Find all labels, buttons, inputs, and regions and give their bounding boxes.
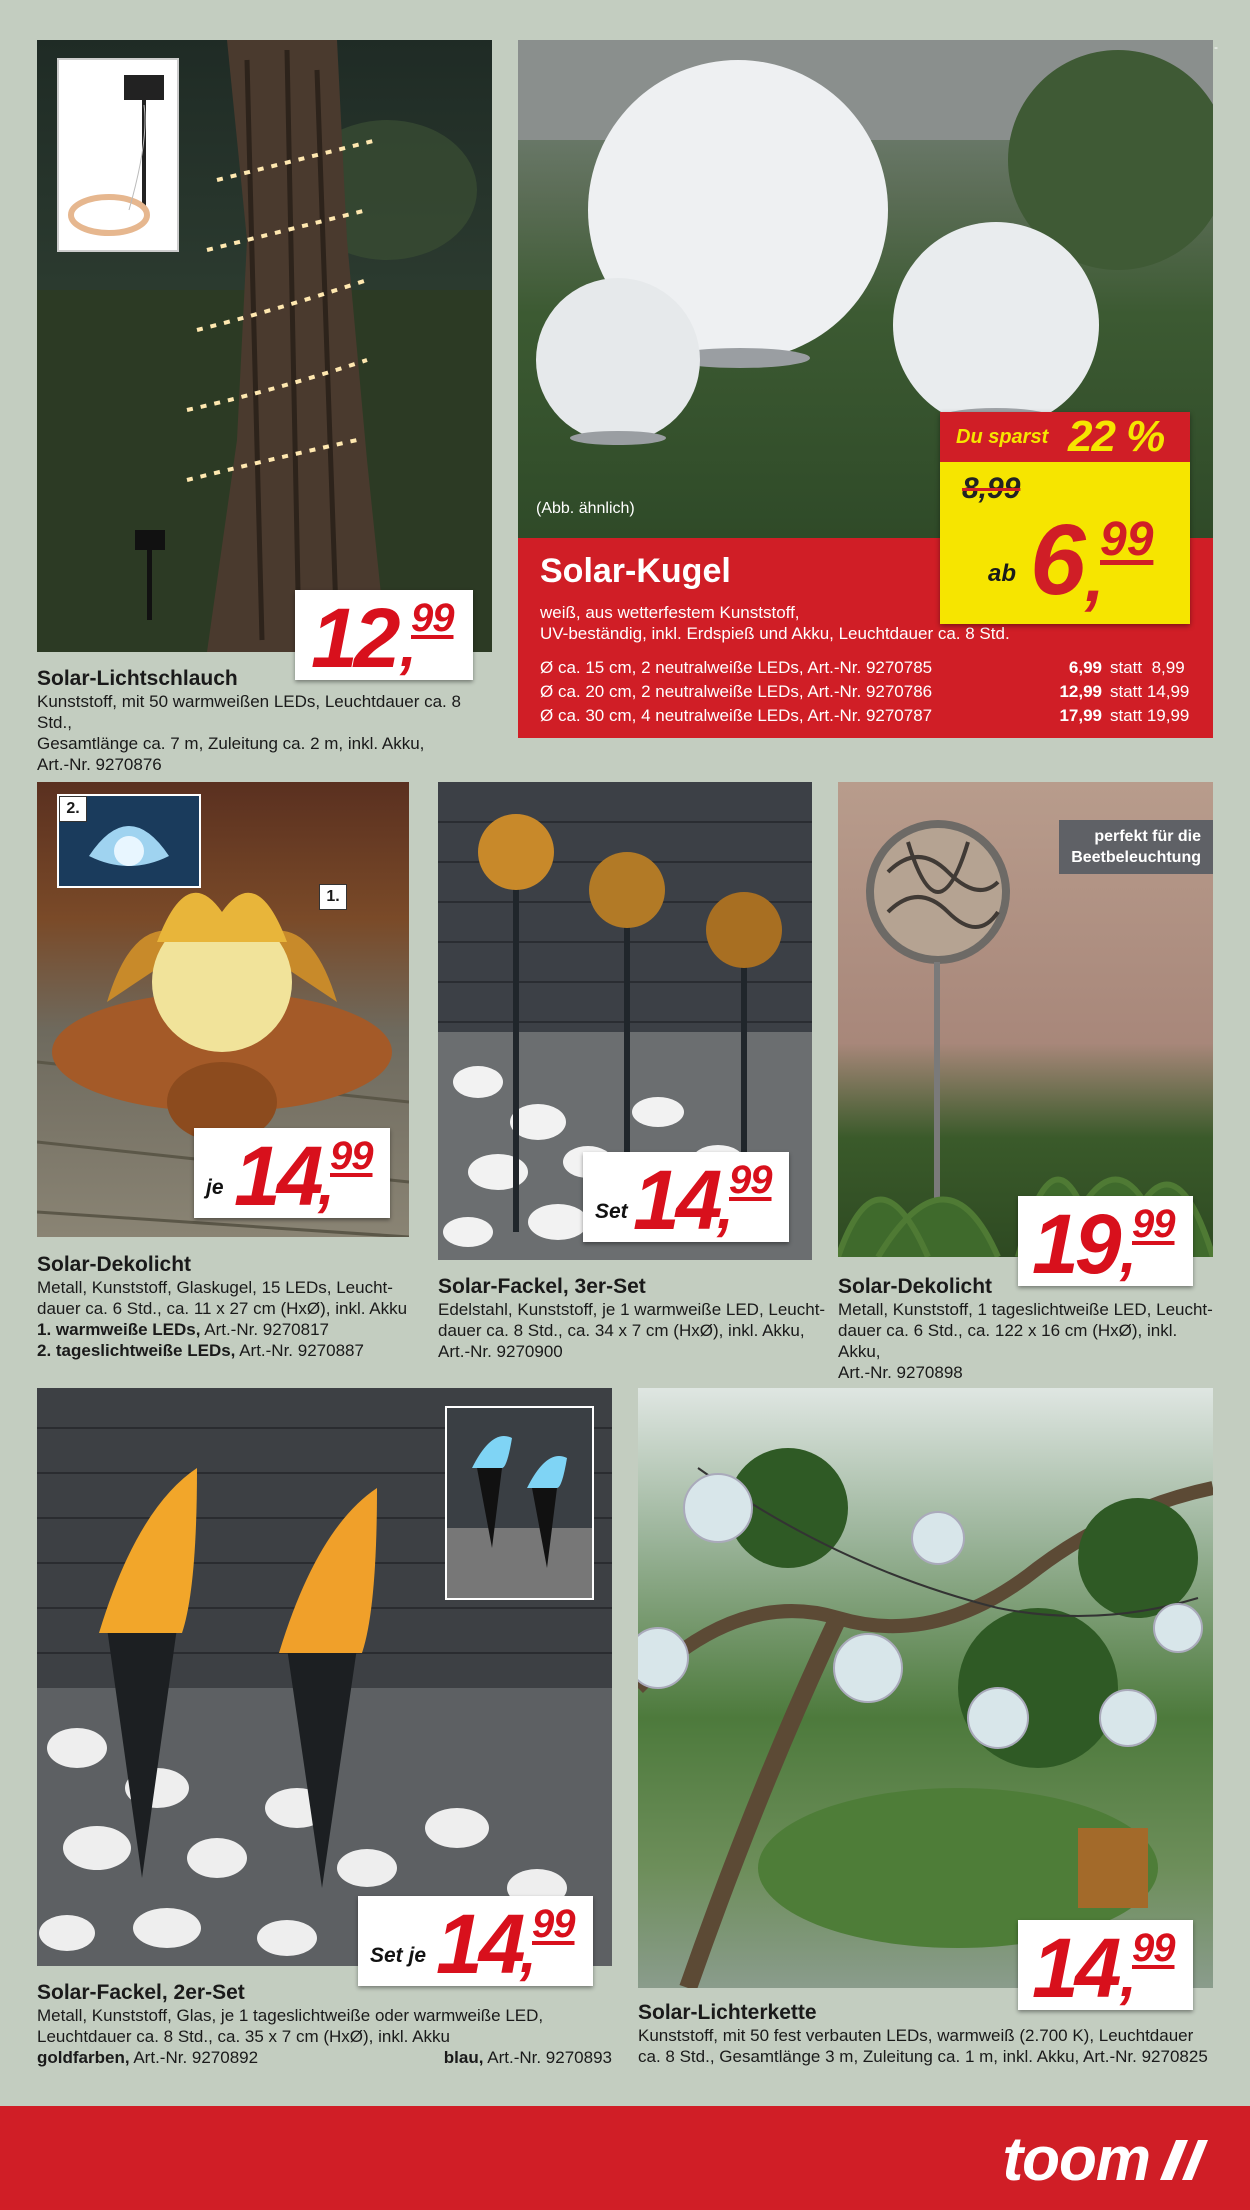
kugel-note: (Abb. ähnlich) xyxy=(536,500,635,517)
variant-label: Ø ca. 30 cm, 4 neutralweiße LEDs, Art.-Nr. 9270787 xyxy=(540,706,933,725)
product-title: Solar-Lichtschlauch xyxy=(37,667,238,690)
logo-wordmark: toom xyxy=(1002,2125,1150,2194)
variant-old-price: statt 19,99 xyxy=(1110,706,1190,725)
desc-line: ca. 8 Std., Gesamtlänge 3 m, Zuleitung ca. 1 m, inkl. Akku, Art.-Nr. 9270825 xyxy=(638,2047,1208,2066)
variant-price: 6,99 xyxy=(1068,658,1102,677)
lichterkette-price-tag xyxy=(1018,1920,1193,2015)
price-cent: 99 xyxy=(532,1902,575,1946)
price-euro: 14 xyxy=(436,1897,522,1991)
variant-2 xyxy=(444,2047,612,2068)
price-cent: 99 xyxy=(1100,513,1154,566)
desc-line: dauer ca. 6 Std., ca. 11 x 27 cm (HxØ), inkl. Akku xyxy=(37,1299,408,1318)
fackel2-photo xyxy=(37,1388,612,1966)
variant-price: 17,99 xyxy=(1059,706,1102,725)
variant-1-article: Art.-Nr. 9270817 xyxy=(200,1320,329,1339)
variant-1-article: Art.-Nr. 9270892 xyxy=(129,2048,259,2067)
old-price: 8,99 xyxy=(962,472,1021,505)
toom-logo xyxy=(1002,2124,1210,2195)
badge-1: 1. xyxy=(319,884,347,910)
price-cent: 99 xyxy=(411,596,454,640)
dekolicht2-photo xyxy=(838,782,1213,1257)
product-title: Solar-Lichterkette xyxy=(638,2001,817,2024)
variant-old-price: statt 8,99 xyxy=(1110,658,1185,677)
lichtschlauch-photo xyxy=(37,40,492,652)
price-comma: , xyxy=(1120,1218,1137,1285)
desc-line: Leuchtdauer ca. 8 Std., ca. 35 x 7 cm (HxØ), inkl. Akku xyxy=(37,2027,450,2046)
price-euro: 12 xyxy=(311,591,397,685)
desc-line: Edelstahl, Kunststoff, je 1 warmweiße LED, Leucht- xyxy=(438,1300,826,1319)
variant-1 xyxy=(37,2047,258,2068)
price-comma: , xyxy=(1120,1942,1137,2009)
variant-price: 12,99 xyxy=(1059,682,1102,701)
lichterkette-photo xyxy=(638,1388,1213,1988)
variant-old-price: statt 14,99 xyxy=(1110,682,1190,701)
fackel2-inset xyxy=(445,1406,594,1600)
desc-line: Kunststoff, mit 50 warmweißen LEDs, Leuchtdauer ca. 8 Std., xyxy=(37,692,461,732)
price-cent: 99 xyxy=(1132,1202,1175,1246)
lichtschlauch-description xyxy=(37,666,497,775)
badge-2: 2. xyxy=(59,796,87,822)
price-prefix: ab xyxy=(988,560,1017,587)
variant-1-label: goldfarben, xyxy=(37,2048,130,2067)
product-title: Solar-Fackel, 3er-Set xyxy=(438,1275,646,1298)
desc-line: Kunststoff, mit 50 fest verbauten LEDs, warmweiß (2.700 K), Leuchtdauer xyxy=(638,2026,1194,2045)
price-comma: , xyxy=(520,1918,537,1985)
price-prefix: je xyxy=(206,1176,224,1199)
savings-banner xyxy=(940,412,1190,462)
product-title: Solar-Kugel xyxy=(540,552,731,590)
dekolicht2-description xyxy=(838,1274,1218,1383)
dekolicht1-description xyxy=(37,1252,417,1361)
footer-bar xyxy=(0,2106,1250,2210)
banner-line: Beetbeleuchtung xyxy=(1071,849,1201,866)
price-cent: 99 xyxy=(330,1134,373,1178)
corner-mark: - xyxy=(1214,40,1218,54)
product-title: Solar-Fackel, 2er-Set xyxy=(37,1981,245,2004)
savings-label: Du sparst xyxy=(956,426,1049,448)
desc-line: UV-beständig, inkl. Erdspieß und Akku, Leuchtdauer ca. 8 Std. xyxy=(540,624,1010,643)
variant-2-label: 2. tageslichtweiße LEDs, xyxy=(37,1341,236,1360)
desc-line: Art.-Nr. 9270900 xyxy=(438,1342,563,1361)
price-cent: 99 xyxy=(1132,1926,1175,1970)
kugel-variant-list xyxy=(540,656,1205,728)
lichterkette-description xyxy=(638,2000,1223,2067)
desc-line: Metall, Kunststoff, Glas, je 1 tageslichtweiße oder warmweiße LED, xyxy=(37,2006,544,2025)
dekolicht2-price-tag xyxy=(1018,1196,1193,1291)
desc-line: dauer ca. 8 Std., ca. 34 x 7 cm (HxØ), inkl. Akku, xyxy=(438,1321,805,1340)
variant-2-article: Art.-Nr. 9270887 xyxy=(235,1341,364,1360)
logo-stripes-icon xyxy=(1154,2136,1210,2184)
variant-2-label: blau, xyxy=(443,2048,484,2067)
fackel3-price-tag xyxy=(583,1152,789,1247)
fackel2-price-tag xyxy=(358,1896,593,1991)
desc-line: Metall, Kunststoff, 1 tageslichtweiße LED, Leucht- xyxy=(838,1300,1213,1319)
dekolicht1-price-tag xyxy=(194,1128,390,1223)
desc-line: Art.-Nr. 9270876 xyxy=(37,755,162,774)
kugel-price-box xyxy=(940,412,1190,624)
price-comma: , xyxy=(717,1174,734,1241)
desc-line: Metall, Kunststoff, Glaskugel, 15 LEDs, Leucht- xyxy=(37,1278,393,1297)
desc-line: weiß, aus wetterfestem Kunststoff, xyxy=(540,603,800,622)
price-euro: 14 xyxy=(1032,1921,1118,2015)
variant-label: Ø ca. 20 cm, 2 neutralweiße LEDs, Art.-Nr. 9270786 xyxy=(540,682,933,701)
price-comma: , xyxy=(318,1150,335,1217)
variant-row xyxy=(540,704,1205,728)
price-euro: 6 xyxy=(1030,504,1086,616)
price-prefix: Set je xyxy=(370,1944,427,1967)
desc-line: Art.-Nr. 9270898 xyxy=(838,1363,963,1382)
beet-banner xyxy=(1059,820,1213,874)
price-euro: 14 xyxy=(633,1153,719,1247)
product-title: Solar-Dekolicht xyxy=(37,1253,192,1276)
price-comma: , xyxy=(400,612,417,679)
price-euro: 19 xyxy=(1032,1197,1118,1291)
price-prefix: Set xyxy=(595,1200,628,1223)
desc-line: Gesamtlänge ca. 7 m, Zuleitung ca. 2 m, inkl. Akku, xyxy=(37,734,425,753)
variant-row xyxy=(37,2047,612,2068)
desc-line: dauer ca. 6 Std., ca. 122 x 16 cm (HxØ), inkl. Akku, xyxy=(838,1321,1178,1361)
price-comma: , xyxy=(1085,538,1105,616)
product-title: Solar-Dekolicht xyxy=(838,1275,993,1298)
fackel2-description xyxy=(37,1980,617,2068)
banner-line: perfekt für die xyxy=(1094,828,1201,845)
variant-row xyxy=(540,680,1205,704)
lichtschlauch-inset xyxy=(57,58,179,252)
variant-row xyxy=(540,656,1205,680)
variant-label: Ø ca. 15 cm, 2 neutralweiße LEDs, Art.-Nr. 9270785 xyxy=(540,658,933,677)
variant-1-label: 1. warmweiße LEDs, xyxy=(37,1320,201,1339)
fackel3-description xyxy=(438,1274,828,1362)
price-euro: 14 xyxy=(234,1129,320,1223)
variant-2-article: Art.-Nr. 9270893 xyxy=(483,2048,612,2067)
savings-value: 22 % xyxy=(1068,412,1165,461)
price-cent: 99 xyxy=(729,1158,772,1202)
